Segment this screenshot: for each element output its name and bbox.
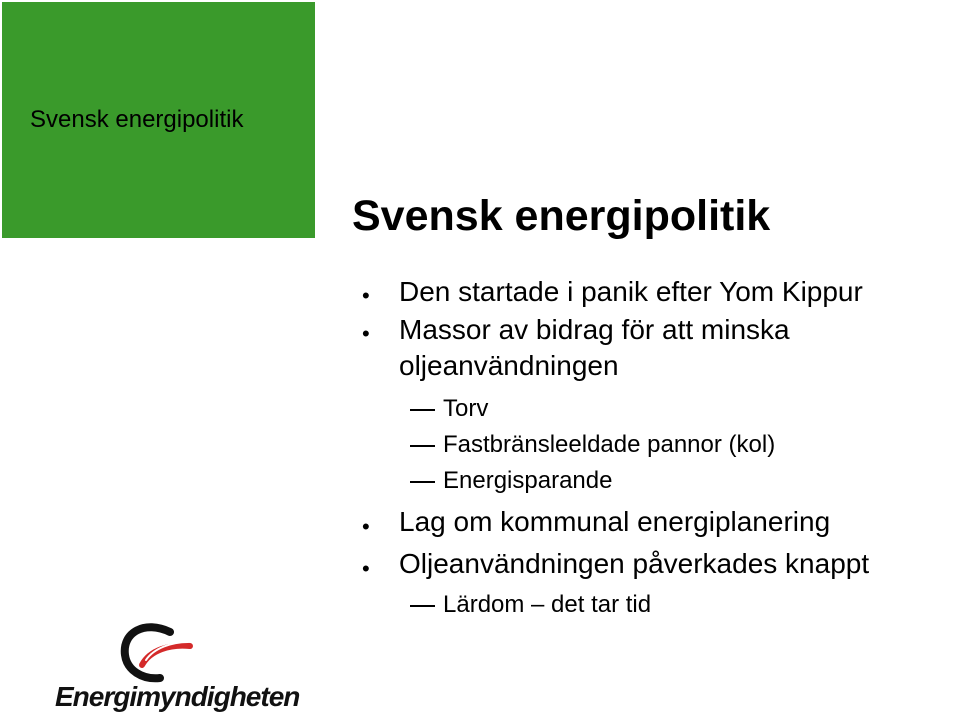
bullet-item: Lag om kommunal energiplanering — [399, 506, 831, 537]
sub-bullet-item: Fastbränsleeldade pannor (kol) — [443, 431, 776, 458]
bullet-item: Massor av bidrag för att minska — [399, 314, 790, 345]
bullet-dot-icon: • — [362, 514, 370, 539]
bullet-item: Den startade i panik efter Yom Kippur — [399, 276, 863, 307]
slide-title: Svensk energipolitik — [352, 192, 771, 240]
bullet-dot-icon: • — [362, 321, 370, 346]
bullet-dot-icon: • — [362, 556, 370, 581]
logo-wordmark: Energimyndigheten — [55, 681, 300, 712]
dash-marker-icon — [410, 605, 435, 607]
title-box — [2, 2, 315, 238]
sub-bullet-item: Energisparande — [443, 467, 613, 494]
bullet-item-continuation: oljeanvändningen — [399, 350, 619, 381]
sub-bullet-item: Torv — [443, 395, 489, 422]
box-title: Svensk energipolitik — [30, 106, 244, 133]
dash-marker-icon — [410, 481, 435, 483]
bullet-dot-icon: • — [362, 283, 370, 308]
sub-bullet-item: Lärdom – det tar tid — [443, 591, 652, 618]
bullet-item: Oljeanvändningen påverkades knappt — [399, 548, 870, 579]
dash-marker-icon — [410, 409, 435, 411]
dash-marker-icon — [410, 445, 435, 447]
